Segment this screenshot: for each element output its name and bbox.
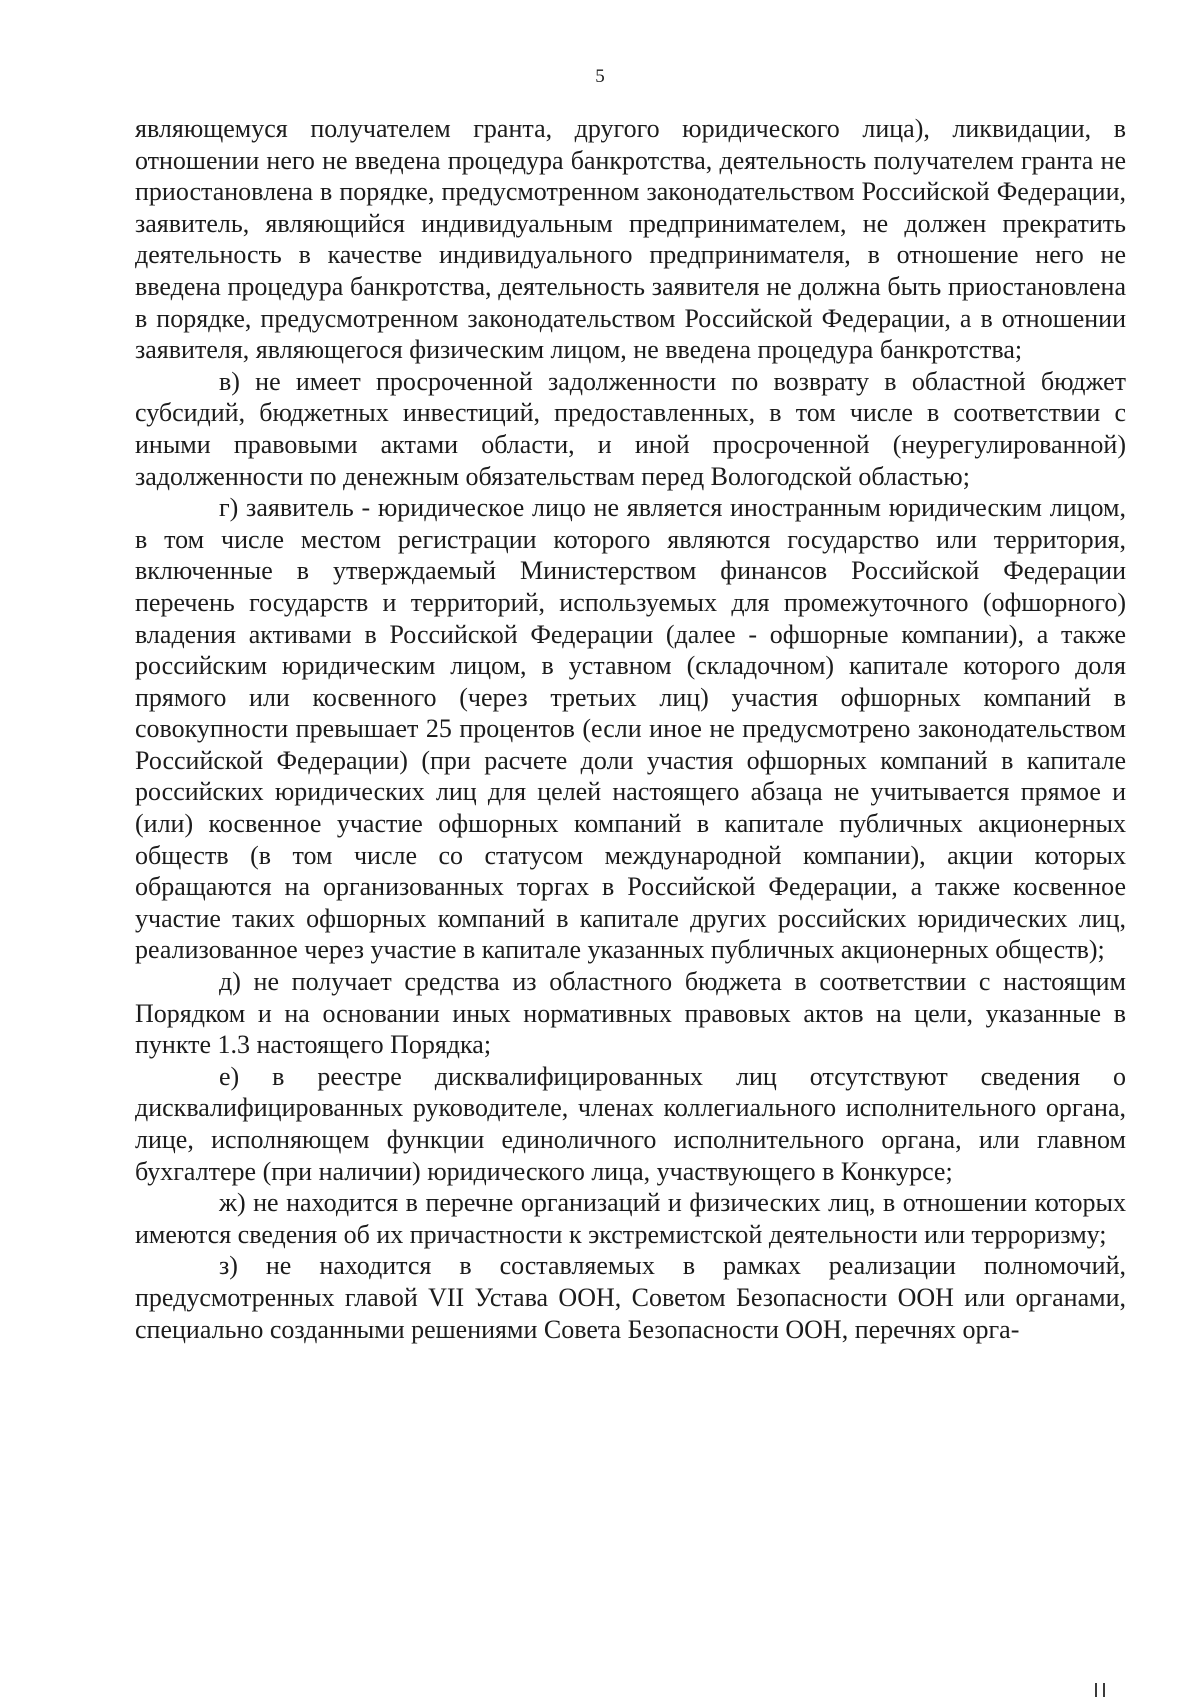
document-body xyxy=(135,113,1126,1345)
paragraph-item-d: д) не получает средства из областного бюджета в соответствии с настоящим Порядком и на основании иных нормативных правовых актов на цели, указанные в пункте 1.3 настоящего Порядка; xyxy=(135,967,1126,1060)
paragraph-item-zh: ж) не находится в перечне организаций и физических лиц, в отношении которых имеются сведения об их причастности к экстремистской деятельности или терроризму; xyxy=(135,1188,1126,1249)
paragraph-continuation: являющемуся получателем гранта, другого юридического лица), ликвидации, в отношении него не введена процедура банкротства, деятельность получателем гранта не приостановлена в порядке, предусмотренном законодательством Российской Федерации, заявитель, являющийся индивидуальным предпринимателем, не должен прекратить деятельность в качестве индивидуального предпринимателя, в отношение него не введена процедура банкротства, деятельность заявителя не должна быть приостановлена в порядке, предусмотренном законодательством Российской Федерации, а в отношении заявителя, являющегося физическим лицом, не введена процедура банкротства; xyxy=(135,114,1126,365)
scan-edge-mark xyxy=(1095,1683,1097,1697)
paragraph-item-v: в) не имеет просроченной задолженности по возврату в областной бюджет субсидий, бюджетных инвестиций, предоставленных, в том числе в соответствии с иными правовыми актами области, и иной просроченной (неурегулированной) задолженности по денежным обязательствам перед Вологодской областью; xyxy=(135,366,1126,491)
paragraph-item-e: е) в реестре дисквалифицированных лиц отсутствуют сведения о дисквалифицированных руководителе, членах коллегиального исполнительного органа, лице, исполняющем функции единоличного исполнительного органа, или главном бухгалтере (при наличии) юридического лица, участвующего в Конкурсе; xyxy=(135,1061,1126,1186)
paragraph-item-g: г) заявитель - юридическое лицо не является иностранным юридическим лицом, в том числе местом регистрации которого являются государство или территория, включенные в утверждаемый Министерством финансов Российской Федерации перечень государств и территорий, используемых для промежуточного (офшорного) владения активами в Российской Федерации (далее - офшорные компании), а также российским юридическим лицом, в уставном (складочном) капитале которого доля прямого или косвенного (через третьих лиц) участия офшорных компаний в совокупности превышает 25 процентов (если иное не предусмотрено законодательством Российской Федерации) (при расчете доли участия офшорных компаний в капитале российских юридических лиц для целей настоящего абзаца не учитывается прямое и (или) косвенное участие офшорных компаний в капитале публичных акционерных обществ (в том числе со статусом международной компании), акции которых обращаются на организованных торгах в Российской Федерации, а также косвенное участие таких офшорных компаний в капитале других российских юридических лиц, реализованное через участие в капитале указанных публичных акционерных обществ); xyxy=(135,493,1126,965)
page-number: 5 xyxy=(595,66,605,87)
scan-edge-mark xyxy=(1103,1683,1105,1697)
paragraph-item-z: з) не находится в составляемых в рамках реализации полномочий, предусмотренных главой VII Устава ООН, Советом Безопасности ООН или органами, специально созданными решениями Совета Безопасности ООН, перечнях орга- xyxy=(135,1251,1126,1344)
